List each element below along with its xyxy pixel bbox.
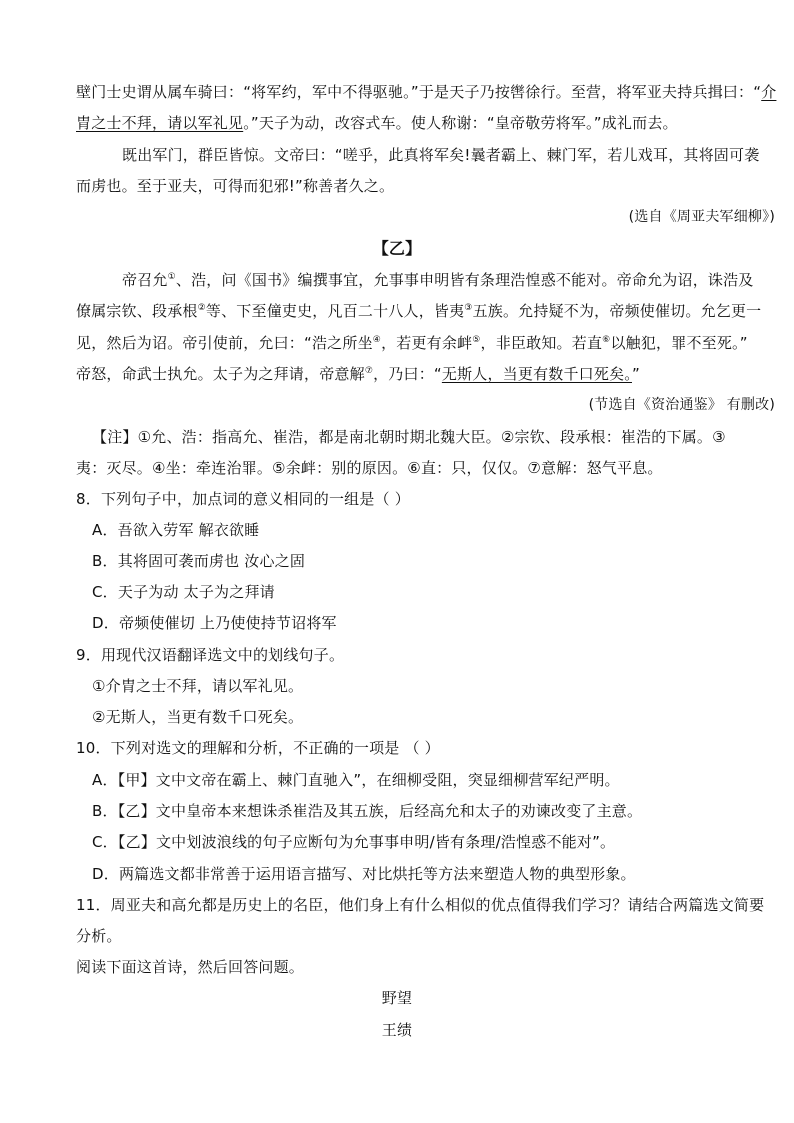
jia-line-2 xyxy=(76,113,756,133)
text-segment: 见，然后为诏。帝引使前，允曰：“浩之所坐 xyxy=(76,334,373,352)
question-9-item-2: ②无斯人，当更有数千口死矣。 xyxy=(92,708,304,726)
underlined-sentence: 胄之士不拜，请以军礼见 xyxy=(76,114,244,132)
yi-line-1 xyxy=(122,270,794,290)
question-11-line-2: 分析。 xyxy=(76,927,122,945)
question-8-option-d: D．帝频使催切 上乃使使持节诏将军 xyxy=(92,614,337,632)
question-9-item-1: ①介胄之士不拜，请以军礼见。 xyxy=(92,677,304,695)
yi-title: 【乙】 xyxy=(372,239,422,258)
text-segment: 帝召允 xyxy=(122,271,168,289)
text-segment: ” xyxy=(631,365,640,383)
question-8-stem: 8．下列句子中，加点词的意义相同的一组是（ ） xyxy=(76,490,410,508)
question-10-option-b: B．【乙】文中皇帝本来想诛杀崔浩及其五族，后经高允和太子的劝谏改变了主意。 xyxy=(92,802,643,820)
question-11-line-1: 11．周亚夫和高允都是历史上的名臣，他们身上有什么相似的优点值得我们学习？请结合两篇选文简要 xyxy=(76,896,765,914)
text-segment: 以触犯，罪不至死。” xyxy=(610,334,748,352)
question-9-stem: 9．用现代汉语翻译选文中的划线句子。 xyxy=(76,646,345,664)
text-segment: 、浩，问《国书》编撰事宜，允事事申明皆有条理浩惶惑不能对。帝命允为诏，诛浩及 xyxy=(175,271,754,289)
jia-line-3: 既出军门，群臣皆惊。文帝曰：“嗟乎，此真将军矣!曩者霸上、棘门军，若儿戏耳，其将固可袭 xyxy=(122,146,760,164)
question-8-option-b: B．其将固可袭而虏也 汝心之固 xyxy=(92,552,306,570)
text-segment: 帝怒，命武士执允。太子为之拜请，帝意解 xyxy=(76,365,365,383)
text-segment: 五族。允持疑不为，帝频使催切。允乞更一 xyxy=(472,302,762,320)
question-10-option-a: A．【甲】文中文帝在霸上、棘门直驰入”，在细柳受阻，突显细柳营军纪严明。 xyxy=(92,771,620,789)
text-segment: 。”天子为动，改容式车。使人称谢：“皇帝敬劳将军。”成礼而去。 xyxy=(243,114,678,132)
text-segment: ，非臣敢知。若直 xyxy=(480,334,603,352)
question-10-option-d: D．两篇选文都非常善于运用语言描写、对比烘托等方法来塑造人物的典型形象。 xyxy=(92,865,636,883)
footnote-mark: ⑤ xyxy=(472,335,481,345)
yi-line-3 xyxy=(76,333,756,353)
question-10-option-c: C．【乙】文中划波浪线的句子应断句为允事事申明/皆有条理/浩惶惑不能对”。 xyxy=(92,833,616,851)
yi-source: (节选自《资治通鉴》 有删改) xyxy=(588,397,775,413)
footnote-mark: ② xyxy=(197,303,206,313)
footnote-mark: ⑥ xyxy=(602,335,611,345)
text-segment: 僚属宗钦、段承根 xyxy=(76,302,198,320)
notes-line-2: 夷：灭尽。④坐：牵连治罪。⑤余衅：别的原因。⑥直：只，仅仅。⑦意解：怒气平息。 xyxy=(76,459,663,477)
text-segment: ，若更有余衅 xyxy=(381,334,473,352)
question-8-option-c: C．天子为动 太子为之拜请 xyxy=(92,583,275,601)
text-segment: ，乃曰：“ xyxy=(373,365,442,383)
yi-line-2 xyxy=(76,301,762,321)
poem-author: 王绩 xyxy=(381,1021,413,1039)
poem-intro: 阅读下面这首诗，然后回答问题。 xyxy=(76,958,305,976)
poem-title: 野望 xyxy=(381,989,413,1007)
underlined-sentence: 介 xyxy=(761,83,777,101)
yi-line-4 xyxy=(76,364,756,384)
jia-line-1 xyxy=(76,82,777,102)
footnote-mark: ③ xyxy=(464,303,473,313)
question-10-stem: 10．下列对选文的理解和分析，不正确的一项是 （ ） xyxy=(76,739,440,757)
question-8-option-a: A．吾欲入劳军 解衣欲睡 xyxy=(92,521,260,539)
footnote-mark: ⑦ xyxy=(364,366,374,376)
text-segment: 等、下至僮吏史，凡百二十八人，皆夷 xyxy=(205,302,465,320)
underlined-sentence: 无斯人，当更有数千口死矣。 xyxy=(441,365,632,383)
footnote-mark: ④ xyxy=(372,335,382,345)
jia-source: (选自《周亚夫军细柳》) xyxy=(628,209,775,225)
notes-line-1: 【注】①允、浩：指高允、崔浩，都是南北朝时期北魏大臣。②宗钦、段承根：崔浩的下属。③ xyxy=(92,428,726,446)
text-segment: 壁门士史谓从属车骑曰：“将军约，军中不得驱驰。”于是天子乃按辔徐行。至营，将军亚夫持兵揖曰：“ xyxy=(76,83,762,101)
jia-line-4: 而虏也。至于亚夫，可得而犯邪!”称善者久之。 xyxy=(76,177,395,195)
footnote-mark: ① xyxy=(167,272,176,282)
